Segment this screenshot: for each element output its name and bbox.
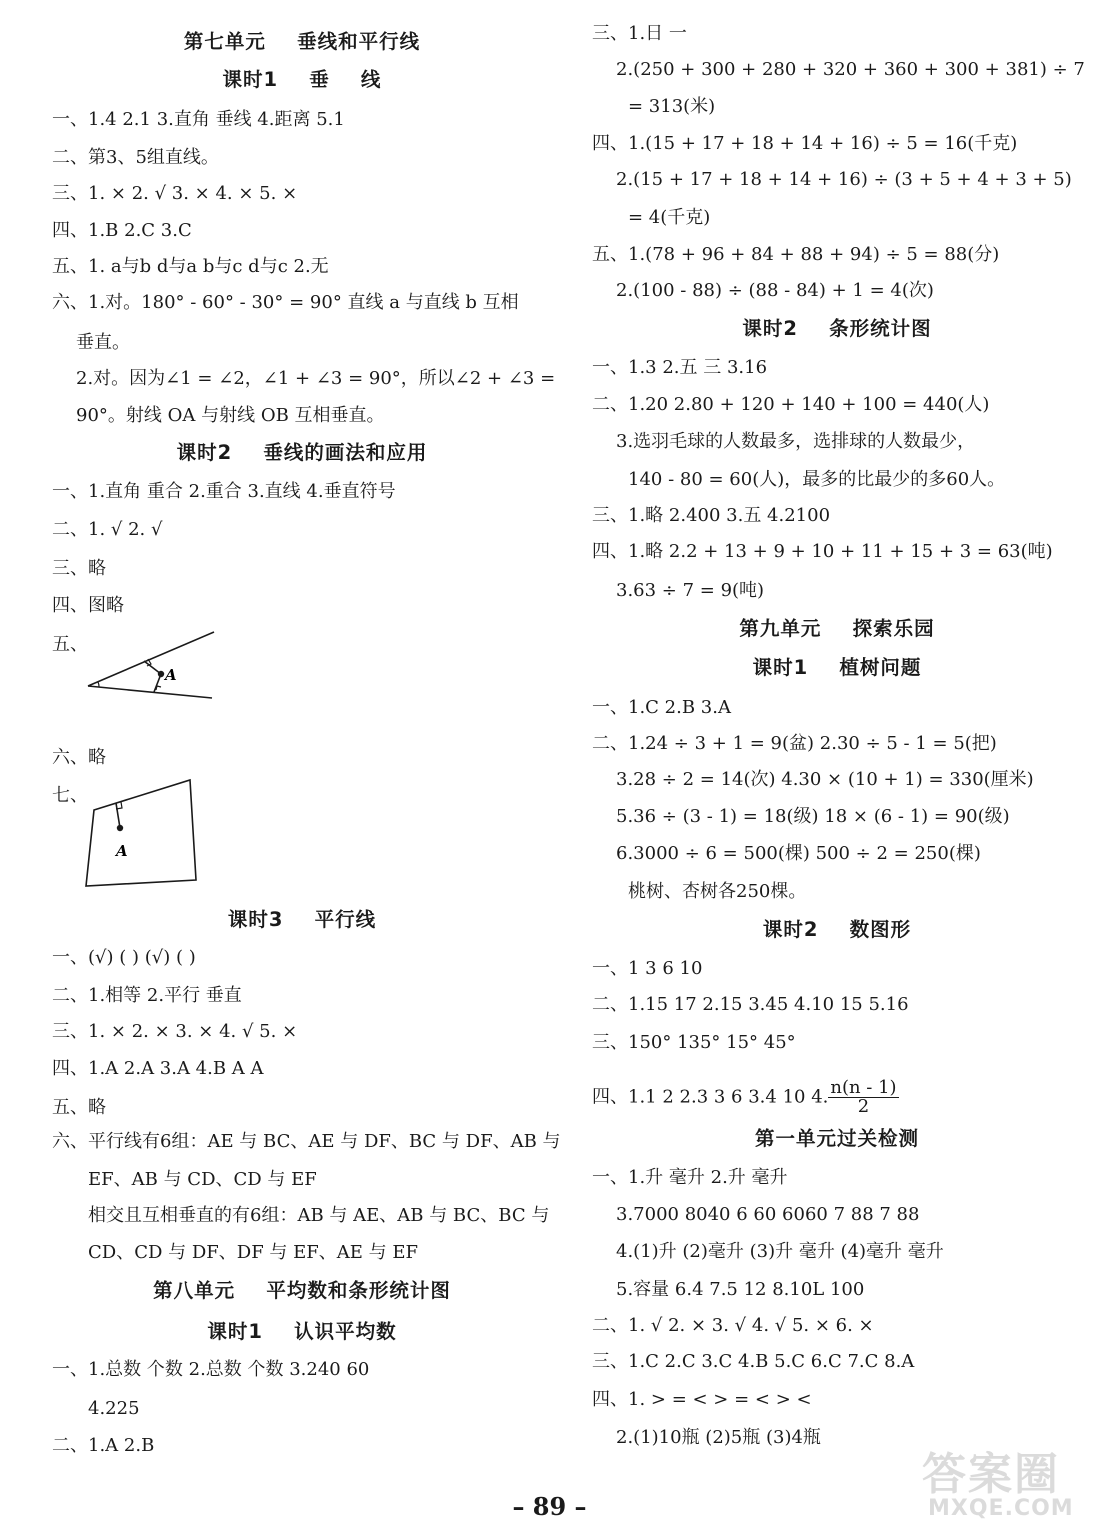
fraction: [828, 1079, 898, 1116]
five-point-label: A: [165, 666, 177, 684]
line-text: 140 - 80 = 60(人)，最多的比最少的多60人。: [628, 469, 1006, 490]
answer-line: [52, 984, 242, 1008]
line-text: 3.选羽毛球的人数最多，选排球的人数最少，: [616, 431, 976, 452]
line-text: 二、1.20 2.80 + 120 + 140 + 100 = 440(人): [592, 394, 990, 415]
line-text: 第八单元 平均数和条形统计图: [153, 1279, 451, 1302]
line-text: 五、1.(78 + 96 + 84 + 88 + 94) ÷ 5 = 88(分): [592, 244, 1000, 265]
line-text: 3.7000 8040 6 60 6060 7 88 7 88: [616, 1204, 920, 1225]
line-text: 二、1.A 2.B: [52, 1435, 155, 1456]
answer-line: [592, 468, 1005, 492]
line-text: 2.对。因为∠1 = ∠2，∠1 + ∠3 = 90°，所以∠2 + ∠3 =: [76, 368, 556, 389]
answer-line: [592, 540, 1053, 564]
answer-line: [592, 1350, 914, 1374]
answer-line: [52, 404, 385, 428]
answer-line: [52, 1397, 140, 1421]
answer-line: [52, 557, 106, 581]
answer-line: [52, 480, 396, 504]
answer-line: [592, 842, 981, 866]
line-text: EF、AB 与 CD、CD 与 EF: [88, 1169, 317, 1190]
answer-line: [592, 243, 999, 267]
line-text: 3.63 ÷ 7 = 9(吨): [616, 580, 765, 601]
answer-line: [52, 367, 555, 391]
answer-line: [52, 331, 130, 355]
line-text: 一、1.4 2.1 3.直角 垂线 4.距离 5.1: [52, 109, 345, 130]
answer-line: [52, 1204, 549, 1228]
watermark-logo: [922, 1438, 1092, 1530]
line-text: 二、1. √ 2. √: [52, 519, 163, 540]
line-text: 二、1.相等 2.平行 垂直: [52, 985, 242, 1006]
section-heading: [592, 617, 1082, 641]
line-text: 四、1.1 2 2.3 3 6 3.4 10 4.: [592, 1086, 829, 1108]
line-text: 五、: [52, 634, 88, 655]
line-text: 2.(1)10瓶 (2)5瓶 (3)4瓶: [616, 1427, 821, 1448]
line-text: 相交且互相垂直的有6组：AB 与 AE、AB 与 BC、BC 与: [88, 1205, 550, 1226]
line-text: 三、略: [52, 558, 106, 579]
answer-line: [52, 594, 124, 618]
section-heading: [52, 1279, 552, 1303]
line-text: 三、1.C 2.C 3.C 4.B 5.C 6.C 7.C 8.A: [592, 1351, 915, 1372]
answer-line: [592, 132, 1017, 156]
line-text: 三、1.日 一: [592, 23, 687, 44]
section-heading: [52, 30, 552, 54]
line-text: 二、第3、5组直线。: [52, 147, 219, 168]
answer-line: [592, 768, 1034, 792]
line-text: 四、1.(15 + 17 + 18 + 14 + 16) ÷ 5 = 16(千克): [592, 133, 1018, 154]
watermark-url: MXQE.COM: [928, 1496, 1074, 1521]
answer-line: [52, 1358, 369, 1382]
answer-line: [52, 1020, 297, 1044]
answer-line: [592, 1388, 812, 1412]
answer-line: [592, 579, 764, 603]
line-text: 三、1. × 2. √ 3. × 4. × 5. ×: [52, 183, 298, 204]
answer-line: [592, 1240, 944, 1264]
line-text: 三、150° 135° 15° 45°: [592, 1032, 796, 1053]
line-text: 四、图略: [52, 595, 124, 616]
seven-point-label: A: [116, 842, 128, 860]
line-text: 五、1. a与b d与a b与c d与c 2.无: [52, 256, 329, 277]
answer-line: [592, 957, 702, 981]
section-heading: [52, 68, 552, 92]
line-text: 课时3 平行线: [227, 908, 377, 931]
answer-line: [52, 108, 345, 132]
answer-line: [52, 1434, 154, 1458]
line-text: 课时1 垂 线: [222, 68, 382, 91]
watermark-text: 答案圈: [922, 1449, 1060, 1500]
answer-line: [592, 356, 767, 380]
line-text: 课时1 植树问题: [752, 656, 922, 679]
line-text: 五、略: [52, 1097, 106, 1118]
answer-line: [592, 430, 975, 454]
line-text: 二、1.15 17 2.15 3.45 4.10 15 5.16: [592, 994, 909, 1015]
line-text: 4.(1)升 (2)毫升 (3)升 毫升 (4)毫升 毫升: [616, 1241, 944, 1262]
line-text: 一、1 3 6 10: [592, 958, 703, 979]
line-text: 4.225: [88, 1398, 140, 1419]
line-text: 2.(15 + 17 + 18 + 14 + 16) ÷ (3 + 5 + 4 + 3 + 5): [616, 169, 1072, 190]
line-text: 2.(100 - 88) ÷ (88 - 84) + 1 = 4(次): [616, 280, 934, 301]
line-text: 二、1. √ 2. × 3. √ 4. √ 5. × 6. ×: [592, 1315, 874, 1336]
answer-line: [592, 993, 909, 1017]
line-text: 七、: [52, 785, 88, 806]
answer-line: [592, 95, 715, 119]
line-text: 3.28 ÷ 2 = 14(次) 4.30 × (10 + 1) = 330(厘米): [616, 769, 1034, 790]
line-text: 一、1.C 2.B 3.A: [592, 697, 731, 718]
line-text: 课时2 垂线的画法和应用: [176, 441, 428, 464]
line-text: 六、平行线有6组：AE 与 BC、AE 与 DF、BC 与 DF、AB 与: [52, 1131, 561, 1152]
line-text: 6.3000 ÷ 6 = 500(棵) 500 ÷ 2 = 250(棵): [616, 843, 981, 864]
answer-line: [592, 1166, 788, 1190]
answer-line: [52, 746, 106, 770]
figure-seven-quadrilateral: [82, 776, 202, 892]
answer-line: [52, 946, 196, 970]
answer-line: [592, 279, 934, 303]
answer-line: [52, 1168, 317, 1192]
line-text: 三、1. × 2. × 3. × 4. √ 5. ×: [52, 1021, 298, 1042]
line-text: = 313(米): [628, 96, 716, 117]
answer-line: [52, 182, 297, 206]
answer-line: [52, 255, 329, 279]
line-text: = 4(千克): [628, 207, 711, 228]
line-text: 三、1.略 2.400 3.五 4.2100: [592, 505, 831, 526]
answer-line: [52, 219, 192, 243]
answer-line: [592, 393, 989, 417]
answer-line: [592, 1426, 821, 1450]
answer-line: [52, 1130, 561, 1154]
line-text: 课时1 认识平均数: [207, 1320, 397, 1343]
answer-line: [52, 1057, 264, 1081]
answer-line: [52, 1096, 106, 1120]
answer-line: [52, 1241, 418, 1265]
answer-line: [592, 58, 1085, 82]
line-text: 二、1.24 ÷ 3 + 1 = 9(盆) 2.30 ÷ 5 - 1 = 5(把): [592, 733, 997, 754]
section-heading: [52, 441, 552, 465]
line-text: 六、1.对。180° - 60° - 30° = 90° 直线 a 与直线 b 互相: [52, 292, 519, 313]
line-text: 一、1.升 毫升 2.升 毫升: [592, 1167, 788, 1188]
section-heading: [592, 918, 1082, 942]
answer-line: [52, 633, 88, 657]
answer-line: [52, 291, 519, 315]
answer-line: [592, 805, 1010, 829]
line-text: 六、略: [52, 747, 106, 768]
line-text: 第七单元 垂线和平行线: [183, 30, 421, 53]
answer-line: [592, 1031, 796, 1055]
page-number: – 89 –: [512, 1492, 587, 1521]
line-text: 垂直。: [76, 332, 130, 353]
answer-line: [592, 696, 731, 720]
line-text: 一、1.3 2.五 三 3.16: [592, 357, 768, 378]
fraction-denominator: 2: [857, 1096, 870, 1117]
section-heading: [592, 656, 1082, 680]
answer-line: [592, 732, 997, 756]
answer-line: [592, 206, 710, 230]
line-text: 5.36 ÷ (3 - 1) = 18(级) 18 × (6 - 1) = 90(级): [616, 806, 1010, 827]
figure-five-angle: [84, 628, 216, 700]
line-text: 90°。射线 OA 与射线 OB 互相垂直。: [76, 405, 385, 426]
line-text: 一、(√) ( ) (√) ( ): [52, 947, 196, 968]
answer-line: [52, 146, 219, 170]
answer-line: [592, 168, 1072, 192]
section-heading: [52, 908, 552, 932]
fraction-numerator: n(n - 1): [830, 1077, 897, 1098]
section-heading: [592, 1127, 1082, 1151]
answer-line: [592, 504, 830, 528]
line-text: 5.容量 6.4 7.5 12 8.10L 100: [616, 1279, 865, 1300]
answer-line: [592, 1203, 919, 1227]
answer-line: [52, 518, 162, 542]
answer-line: [592, 1314, 874, 1338]
line-text: 课时2 条形统计图: [742, 317, 932, 340]
section-heading: [52, 1320, 552, 1344]
answer-line: [592, 1079, 899, 1116]
answer-line: [592, 880, 806, 904]
line-text: 四、1. > = < > = < > <: [592, 1389, 812, 1410]
line-text: 四、1.A 2.A 3.A 4.B A A: [52, 1058, 264, 1079]
line-text: 一、1.总数 个数 2.总数 个数 3.240 60: [52, 1359, 370, 1380]
section-heading: [592, 317, 1082, 341]
line-text: CD、CD 与 DF、DF 与 EF、AE 与 EF: [88, 1242, 418, 1263]
line-text: 四、1.B 2.C 3.C: [52, 220, 192, 241]
line-text: 桃树、杏树各250棵。: [628, 881, 807, 902]
line-text: 第九单元 探索乐园: [739, 617, 935, 640]
line-text: 2.(250 + 300 + 280 + 320 + 360 + 300 + 381) ÷ 7: [616, 59, 1085, 80]
line-text: 课时2 数图形: [762, 918, 912, 941]
answer-line: [592, 1278, 864, 1302]
line-text: 四、1.略 2.2 + 13 + 9 + 10 + 11 + 15 + 3 = 63(吨): [592, 541, 1053, 562]
line-text: 第一单元过关检测: [754, 1127, 919, 1150]
line-text: 一、1.直角 重合 2.重合 3.直线 4.垂直符号: [52, 481, 396, 502]
answer-line: [592, 22, 687, 46]
